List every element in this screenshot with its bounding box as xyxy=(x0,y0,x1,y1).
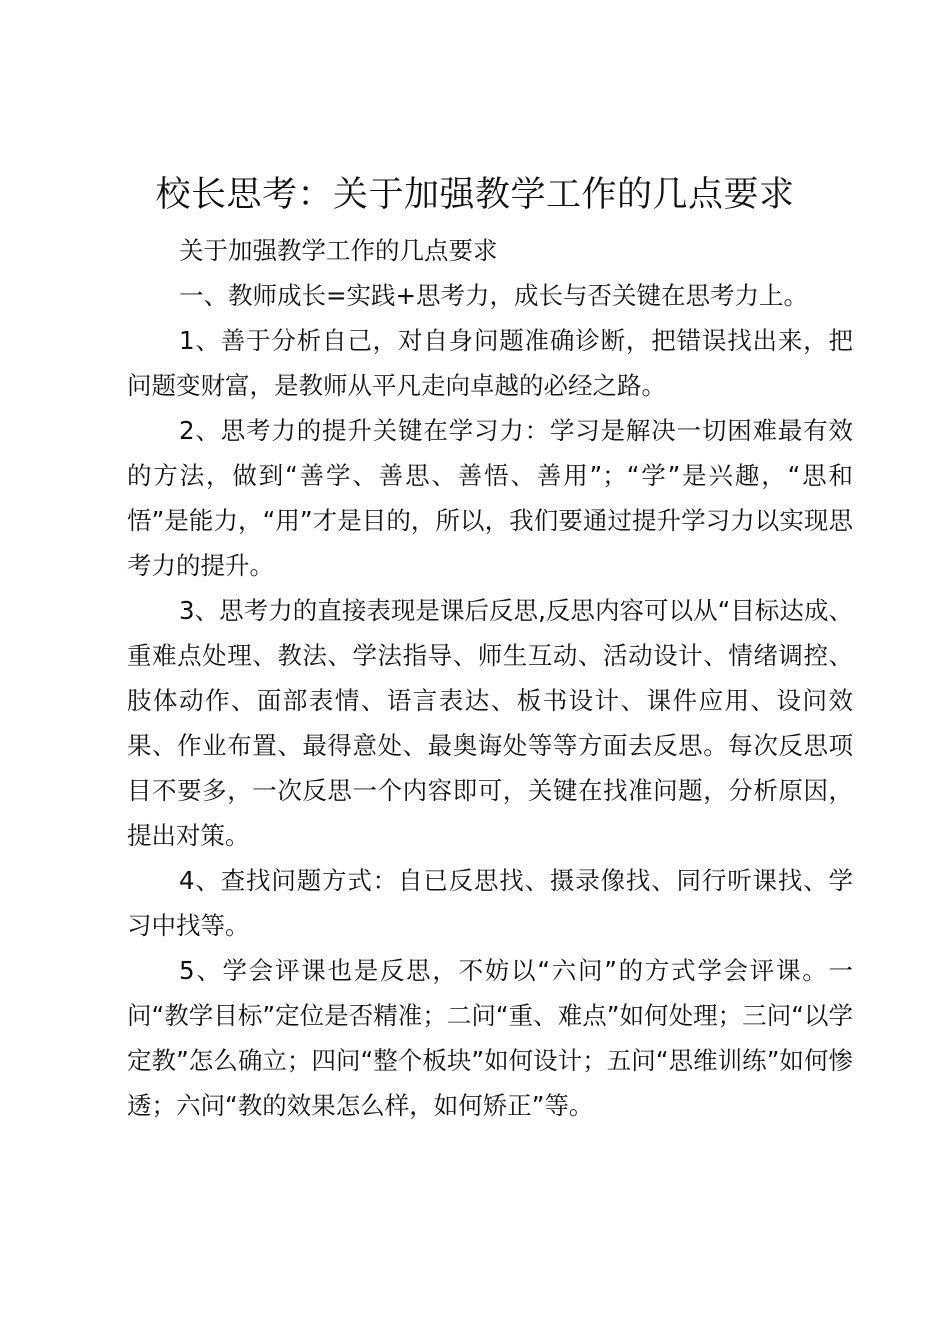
paragraph-item-5: 5、学会评课也是反思，不妨以“六问”的方式学会评课。一问“教学目标”定位是否精准；二问“重、难点”如何处理；三问“以学定教”怎么确立；四问“整个板块”如何设计；五问“思维训练”如何惨透；六问“教的效果怎么样，如何矫正”等。 xyxy=(127,956,853,1120)
section-heading-one: 一、教师成长=实践+思考力，成长与否关键在思考力上。 xyxy=(179,281,809,310)
paragraph-item-2: 2、思考力的提升关键在学习力：学习是解决一切困难最有效的方法，做到“善学、善思、善悟、善用”；“学”是兴趣，“思和悟”是能力，“用”才是目的，所以，我们要通过提升学习力以实现思考力的提升。 xyxy=(127,416,853,580)
document-body xyxy=(127,228,853,1128)
paragraph-item-1: 1、善于分析自己，对自身问题准确诊断，把错误找出来，把问题变财富，是教师从平凡走向卓越的必经之路。 xyxy=(127,326,853,400)
subtitle-paragraph: 关于加强教学工作的几点要求 xyxy=(179,236,498,265)
document-title: 校长思考：关于加强教学工作的几点要求 xyxy=(155,175,795,215)
paragraph-item-4: 4、查找问题方式：自已反思找、摄录像找、同行听课找、学习中找等。 xyxy=(127,866,853,940)
paragraph-item-3: 3、思考力的直接表现是课后反思,反思内容可以从“目标达成、重难点处理、教法、学法指导、师生互动、活动设计、情绪调控、肢体动作、面部表情、语言表达、板书设计、课件应用、设问效果、作业布置、最得意处、最奥诲处等等方面去反思。每次反思项目不要多，一次反思一个内容即可，关键在找准问题，分析原因，提出对策。 xyxy=(127,596,853,850)
